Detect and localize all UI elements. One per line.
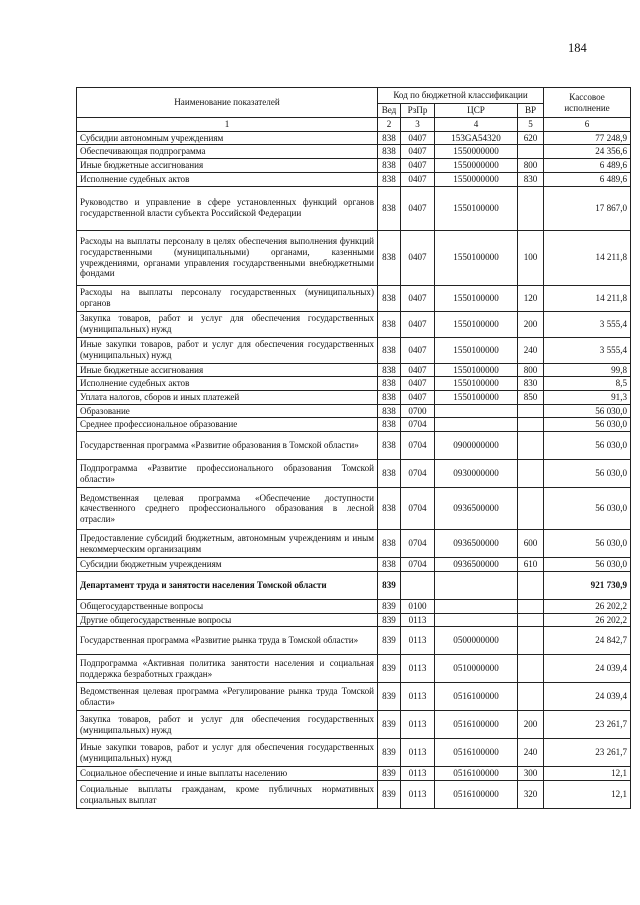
row-csr: 0516100000: [435, 711, 518, 739]
table-row: [77, 627, 631, 655]
row-sum: 23 261,7: [544, 739, 631, 767]
row-name: Субсидии автономным учреждениям: [77, 131, 378, 145]
row-vr: [518, 655, 544, 683]
row-vr: [518, 571, 544, 599]
row-rzpr: 0704: [401, 530, 435, 558]
row-sum: 99,8: [544, 363, 631, 377]
row-vr: [518, 186, 544, 230]
header-csr: ЦСР: [435, 104, 518, 118]
row-csr: 0936500000: [435, 558, 518, 572]
row-vr: 200: [518, 311, 544, 337]
row-ved: 838: [378, 488, 401, 530]
row-rzpr: [401, 571, 435, 599]
column-number: 6: [544, 118, 631, 132]
column-number: 3: [401, 118, 435, 132]
row-ved: 839: [378, 781, 401, 809]
row-name: Государственная программа «Развитие образования в Томской области»: [77, 432, 378, 460]
row-vr: 800: [518, 159, 544, 173]
row-name: Среднее профессиональное образование: [77, 418, 378, 432]
table-row: [77, 391, 631, 405]
table-row: [77, 377, 631, 391]
row-name: Исполнение судебных актов: [77, 377, 378, 391]
row-name: Государственная программа «Развитие рынка труда в Томской области»: [77, 627, 378, 655]
row-csr: 1550100000: [435, 391, 518, 405]
row-csr: [435, 571, 518, 599]
row-ved: 838: [378, 404, 401, 418]
table-row: [77, 530, 631, 558]
table-row: [77, 599, 631, 613]
row-sum: 56 030,0: [544, 404, 631, 418]
row-csr: 0900000000: [435, 432, 518, 460]
table-header: [77, 88, 631, 132]
table-row: [77, 432, 631, 460]
row-vr: 100: [518, 230, 544, 285]
row-vr: 120: [518, 285, 544, 311]
row-name: Закупка товаров, работ и услуг для обеспечения государственных (муниципальных) нужд: [77, 711, 378, 739]
row-csr: 1550100000: [435, 186, 518, 230]
row-csr: 0936500000: [435, 488, 518, 530]
header-name: Наименование показателей: [77, 88, 378, 118]
row-sum: 921 730,9: [544, 571, 631, 599]
row-ved: 838: [378, 432, 401, 460]
row-ved: 838: [378, 460, 401, 488]
row-ved: 839: [378, 739, 401, 767]
row-csr: 0516100000: [435, 683, 518, 711]
row-rzpr: 0700: [401, 404, 435, 418]
table-row: [77, 311, 631, 337]
row-name: Расходы на выплаты персоналу государственных (муниципальных) органов: [77, 285, 378, 311]
row-sum: 12,1: [544, 781, 631, 809]
row-vr: 800: [518, 363, 544, 377]
row-vr: [518, 488, 544, 530]
row-rzpr: 0407: [401, 285, 435, 311]
row-csr: 1550000000: [435, 159, 518, 173]
row-vr: [518, 460, 544, 488]
row-csr: 1550100000: [435, 285, 518, 311]
table-row: [77, 363, 631, 377]
table-row: [77, 172, 631, 186]
row-name: Иные бюджетные ассигнования: [77, 363, 378, 377]
row-csr: 1550100000: [435, 337, 518, 363]
row-rzpr: 0407: [401, 391, 435, 405]
row-vr: 240: [518, 337, 544, 363]
row-name: Расходы на выплаты персоналу в целях обеспечения выполнения функций государственными (муниципальными) органами, казенными учреждениями, органами управления государственными внебюджетными фондами: [77, 230, 378, 285]
table-row: [77, 131, 631, 145]
row-csr: [435, 613, 518, 627]
row-vr: 320: [518, 781, 544, 809]
header-sum: Кассовое исполнение: [544, 88, 631, 118]
row-vr: [518, 404, 544, 418]
row-name: Иные закупки товаров, работ и услуг для обеспечения государственных (муниципальных) нужд: [77, 337, 378, 363]
table-body: [77, 131, 631, 808]
row-vr: 300: [518, 767, 544, 781]
row-name: Другие общегосударственные вопросы: [77, 613, 378, 627]
row-sum: 14 211,8: [544, 230, 631, 285]
column-number: 1: [77, 118, 378, 132]
row-ved: 838: [378, 131, 401, 145]
column-number: 4: [435, 118, 518, 132]
row-name: Ведомственная целевая программа «Регулирование рынка труда Томской области»: [77, 683, 378, 711]
row-rzpr: 0113: [401, 683, 435, 711]
row-vr: [518, 418, 544, 432]
row-csr: 0500000000: [435, 627, 518, 655]
row-csr: 0516100000: [435, 739, 518, 767]
row-name: Иные закупки товаров, работ и услуг для обеспечения государственных (муниципальных) нужд: [77, 739, 378, 767]
row-rzpr: 0113: [401, 739, 435, 767]
row-ved: 839: [378, 655, 401, 683]
table-row: [77, 460, 631, 488]
row-sum: 56 030,0: [544, 488, 631, 530]
row-rzpr: 0407: [401, 311, 435, 337]
table-row: [77, 159, 631, 173]
row-sum: 3 555,4: [544, 337, 631, 363]
table-row: [77, 571, 631, 599]
row-csr: 1550100000: [435, 311, 518, 337]
row-rzpr: 0407: [401, 159, 435, 173]
row-ved: 838: [378, 377, 401, 391]
row-name: Образование: [77, 404, 378, 418]
row-sum: 24 039,4: [544, 683, 631, 711]
column-number: 2: [378, 118, 401, 132]
row-ved: 839: [378, 767, 401, 781]
row-rzpr: 0704: [401, 460, 435, 488]
row-rzpr: 0704: [401, 418, 435, 432]
row-sum: 91,3: [544, 391, 631, 405]
row-vr: 620: [518, 131, 544, 145]
row-vr: [518, 627, 544, 655]
row-ved: 838: [378, 337, 401, 363]
row-rzpr: 0704: [401, 488, 435, 530]
row-csr: 1550000000: [435, 172, 518, 186]
header-vr: ВР: [518, 104, 544, 118]
column-number: 5: [518, 118, 544, 132]
table-row: [77, 337, 631, 363]
table-row: [77, 781, 631, 809]
row-rzpr: 0113: [401, 711, 435, 739]
table-row: [77, 613, 631, 627]
row-csr: 0936500000: [435, 530, 518, 558]
row-sum: 8,5: [544, 377, 631, 391]
row-sum: 26 202,2: [544, 599, 631, 613]
table-row: [77, 711, 631, 739]
row-ved: 838: [378, 145, 401, 159]
row-ved: 838: [378, 558, 401, 572]
row-sum: 56 030,0: [544, 418, 631, 432]
row-rzpr: 0407: [401, 363, 435, 377]
row-ved: 839: [378, 711, 401, 739]
row-name: Руководство и управление в сфере установленных функций органов государственной власти субъекта Российской Федерации: [77, 186, 378, 230]
row-ved: 838: [378, 418, 401, 432]
row-name: Подпрограмма «Активная политика занятости населения и социальная поддержка безработных граждан»: [77, 655, 378, 683]
row-vr: 830: [518, 172, 544, 186]
row-vr: [518, 432, 544, 460]
row-sum: 56 030,0: [544, 460, 631, 488]
row-name: Общегосударственные вопросы: [77, 599, 378, 613]
row-ved: 838: [378, 172, 401, 186]
row-sum: 56 030,0: [544, 432, 631, 460]
row-vr: 850: [518, 391, 544, 405]
row-sum: 24 039,4: [544, 655, 631, 683]
row-ved: 838: [378, 230, 401, 285]
row-csr: 1550100000: [435, 377, 518, 391]
row-ved: 839: [378, 627, 401, 655]
row-csr: 0930000000: [435, 460, 518, 488]
row-sum: 6 489,6: [544, 159, 631, 173]
row-csr: 153GA54320: [435, 131, 518, 145]
header-rzpr: РзПр: [401, 104, 435, 118]
row-csr: 0510000000: [435, 655, 518, 683]
row-name: Обеспечивающая подпрограмма: [77, 145, 378, 159]
row-csr: 1550100000: [435, 363, 518, 377]
row-sum: 77 248,9: [544, 131, 631, 145]
table-row: [77, 558, 631, 572]
row-rzpr: 0100: [401, 599, 435, 613]
row-rzpr: 0407: [401, 131, 435, 145]
table-row: [77, 488, 631, 530]
page-number: 184: [568, 41, 587, 55]
row-ved: 839: [378, 571, 401, 599]
row-sum: 17 867,0: [544, 186, 631, 230]
row-ved: 839: [378, 613, 401, 627]
row-sum: 12,1: [544, 767, 631, 781]
row-name: Предоставление субсидий бюджетным, автономным учреждениям и иным некоммерческим организациям: [77, 530, 378, 558]
row-sum: 3 555,4: [544, 311, 631, 337]
row-vr: [518, 145, 544, 159]
row-vr: 200: [518, 711, 544, 739]
row-ved: 838: [378, 391, 401, 405]
row-csr: 1550100000: [435, 230, 518, 285]
table-row: [77, 145, 631, 159]
row-rzpr: 0113: [401, 627, 435, 655]
row-rzpr: 0113: [401, 781, 435, 809]
row-rzpr: 0407: [401, 172, 435, 186]
table-row: [77, 285, 631, 311]
row-csr: 0516100000: [435, 767, 518, 781]
table-row: [77, 404, 631, 418]
row-vr: 240: [518, 739, 544, 767]
row-vr: [518, 599, 544, 613]
row-csr: 0516100000: [435, 781, 518, 809]
row-name: Закупка товаров, работ и услуг для обеспечения государственных (муниципальных) нужд: [77, 311, 378, 337]
row-csr: 1550000000: [435, 145, 518, 159]
row-vr: 610: [518, 558, 544, 572]
row-rzpr: 0113: [401, 767, 435, 781]
row-sum: 56 030,0: [544, 530, 631, 558]
row-ved: 838: [378, 311, 401, 337]
row-name: Исполнение судебных актов: [77, 172, 378, 186]
row-vr: 830: [518, 377, 544, 391]
table-row: [77, 739, 631, 767]
row-rzpr: 0407: [401, 377, 435, 391]
row-name: Субсидии бюджетным учреждениям: [77, 558, 378, 572]
row-name: Ведомственная целевая программа «Обеспечение доступности качественного среднего профессионального образования в лесной отрасли»: [77, 488, 378, 530]
row-vr: 600: [518, 530, 544, 558]
row-ved: 838: [378, 186, 401, 230]
row-sum: 56 030,0: [544, 558, 631, 572]
row-name: Иные бюджетные ассигнования: [77, 159, 378, 173]
row-rzpr: 0113: [401, 655, 435, 683]
row-rzpr: 0113: [401, 613, 435, 627]
row-csr: [435, 418, 518, 432]
table-row: [77, 186, 631, 230]
header-code-group: Код по бюджетной классификации: [378, 88, 544, 104]
row-ved: 838: [378, 363, 401, 377]
row-ved: 839: [378, 683, 401, 711]
row-name: Социальные выплаты гражданам, кроме публичных нормативных социальных выплат: [77, 781, 378, 809]
row-csr: [435, 404, 518, 418]
row-sum: 6 489,6: [544, 172, 631, 186]
row-rzpr: 0407: [401, 186, 435, 230]
table-row: [77, 767, 631, 781]
row-name: Департамент труда и занятости населения Томской области: [77, 571, 378, 599]
table-row: [77, 655, 631, 683]
column-number-row: [77, 118, 631, 132]
row-rzpr: 0704: [401, 558, 435, 572]
table-row: [77, 418, 631, 432]
row-name: Уплата налогов, сборов и иных платежей: [77, 391, 378, 405]
row-sum: 26 202,2: [544, 613, 631, 627]
row-ved: 838: [378, 285, 401, 311]
row-vr: [518, 683, 544, 711]
row-vr: [518, 613, 544, 627]
row-sum: 14 211,8: [544, 285, 631, 311]
row-name: Социальное обеспечение и иные выплаты населению: [77, 767, 378, 781]
row-rzpr: 0407: [401, 230, 435, 285]
row-csr: [435, 599, 518, 613]
row-rzpr: 0407: [401, 337, 435, 363]
table-row: [77, 230, 631, 285]
row-ved: 838: [378, 159, 401, 173]
budget-execution-table: [76, 87, 631, 809]
header-ved: Вед: [378, 104, 401, 118]
table-row: [77, 683, 631, 711]
row-rzpr: 0407: [401, 145, 435, 159]
row-ved: 838: [378, 530, 401, 558]
row-sum: 24 356,6: [544, 145, 631, 159]
row-ved: 839: [378, 599, 401, 613]
row-rzpr: 0704: [401, 432, 435, 460]
row-name: Подпрограмма «Развитие профессионального образования Томской области»: [77, 460, 378, 488]
row-sum: 23 261,7: [544, 711, 631, 739]
row-sum: 24 842,7: [544, 627, 631, 655]
